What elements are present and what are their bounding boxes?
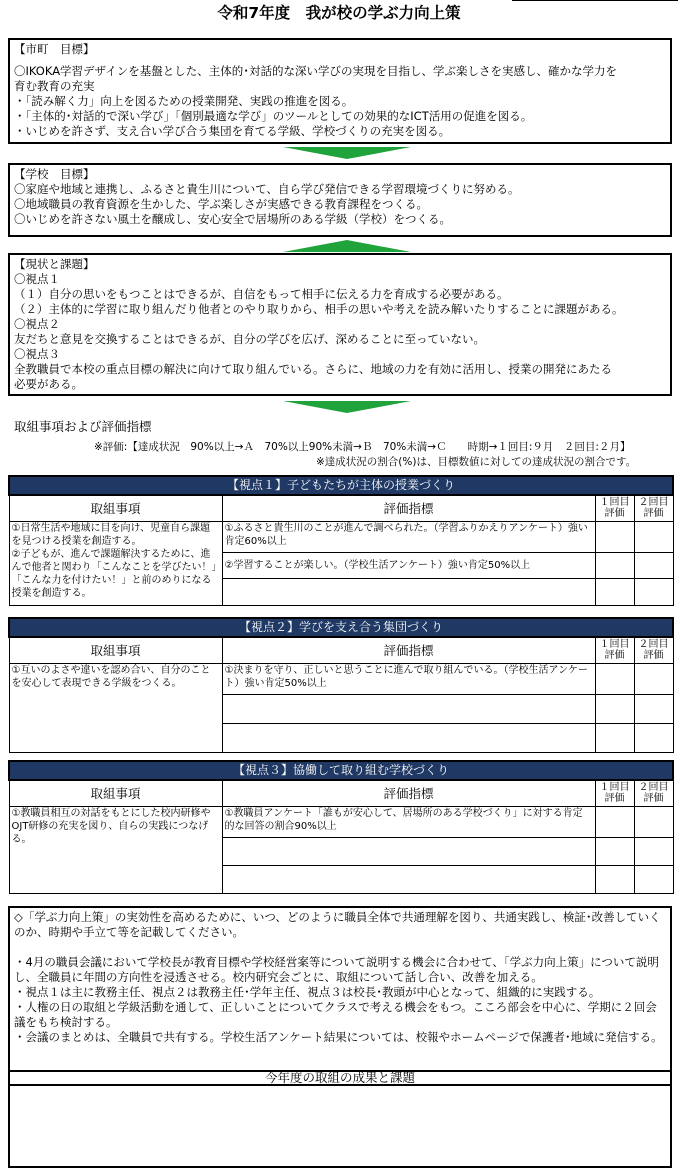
issues-line: 必要がある。 bbox=[14, 377, 83, 391]
eval1-cell[interactable] bbox=[595, 552, 634, 578]
indicator-cell bbox=[222, 723, 595, 752]
indicator-cell: ①教職員アンケート「誰もが安心して、居場所のある学校づくり」に対する肯定的な回答の割合90%以上 bbox=[222, 806, 595, 837]
eval1-cell[interactable] bbox=[595, 865, 634, 893]
current-issues-box bbox=[8, 253, 672, 396]
viewpoint-1-table bbox=[8, 475, 674, 606]
viewpoint-3-efforts: ①教職員相互の対話をもとにした校内研修やOJT研修の充実を図り、自らの実践につなげる。 bbox=[9, 806, 222, 893]
eval1-cell[interactable] bbox=[595, 521, 634, 552]
indicator-cell: ②学習することが楽しい。（学校生活アンケート）強い肯定50%以上 bbox=[222, 552, 595, 578]
viewpoint-1-efforts: ①日常生活や地域に目を向け、児童自ら課題を見つける授業を創造する。 ②子どもが、進んで課題解決するために、進んで他者と関わり「こんなことを学びたい！」「こんな力を付けたい！」と前のめりになる授業を創造する。 bbox=[9, 521, 222, 605]
issues-line: 〇視点３ bbox=[14, 347, 60, 361]
eval2-cell[interactable] bbox=[634, 521, 673, 552]
issues-line: （１）自分の思いをもつことはできるが、自信をもって相手に伝える力を育成する必要がある。 bbox=[14, 287, 509, 301]
eval1-cell[interactable] bbox=[595, 806, 634, 837]
issues-line: 〇視点１ bbox=[14, 272, 60, 286]
indicator-cell bbox=[222, 694, 595, 723]
eval2-cell[interactable] bbox=[634, 552, 673, 578]
viewpoint-3-title: 【視点３】協働して取り組む学校づくり bbox=[9, 761, 673, 780]
viewpoint-2-efforts: ①互いのよさや違いを認め合い、自分のことを安心して表現できる学級をつくる。 bbox=[9, 663, 222, 752]
down-arrow-icon bbox=[283, 147, 411, 159]
col-indicators-header: 評価指標 bbox=[222, 637, 595, 663]
eval1-cell[interactable] bbox=[595, 694, 634, 723]
viewpoint-3-table bbox=[8, 760, 674, 894]
indicator-cell bbox=[222, 865, 595, 893]
col-eval2-header: ２回目 評価 bbox=[634, 637, 673, 663]
results-input-area[interactable] bbox=[10, 1086, 670, 1166]
col-eval2-header: ２回目 評価 bbox=[634, 780, 673, 806]
implementation-item: ・4月の職員会議において学校長が教育目標や学校経営案等について説明する機会に合わせて、「学ぶ力向上策」について説明し、全職員に年間の方向性を浸透させる。校内研究会ごとに、取組について話し合い、改善を加える。 bbox=[14, 955, 659, 984]
school-goals-line: 〇いじめを許さない風土を醸成し、安心安全で居場所のある学級（学校）をつくる。 bbox=[14, 212, 451, 226]
eval1-cell[interactable] bbox=[595, 663, 634, 694]
eval2-cell[interactable] bbox=[634, 578, 673, 605]
school-goals-line: 〇家庭や地域と連携し、ふるさと貴生川について、自ら学び発信できる学習環境づくりに努める。 bbox=[14, 182, 520, 196]
achievement-note: ※達成状況の割合(%)は、目標数値に対しての達成状況の割合です。 bbox=[316, 456, 637, 468]
indicator-cell bbox=[222, 837, 595, 865]
implementation-item: ・会議のまとめは、全職員で共有する。学校生活アンケート結果については、校報やホームページで保護者･地域に発信する。 bbox=[14, 1030, 663, 1044]
issues-line: 全教職員で本校の重点目標の解決に向けて取り組んでいる。さらに、地域の力を有効に活用し、授業の開発にあたる bbox=[14, 362, 612, 376]
col-eval2-header: ２回目 評価 bbox=[634, 495, 673, 521]
school-goals-heading: 【学校 目標】 bbox=[14, 167, 95, 181]
implementation-intro: ◇「学ぶ力向上策」の実効性を高めるために、いつ、どのように職員全体で共通理解を図り、共通実践し、検証･改善していくのか、時期や手立て等を記載してください。 bbox=[14, 910, 661, 939]
eval2-cell[interactable] bbox=[634, 806, 673, 837]
col-efforts-header: 取組事項 bbox=[9, 780, 222, 806]
eval2-cell[interactable] bbox=[634, 694, 673, 723]
col-eval1-header: １回目 評価 bbox=[595, 637, 634, 663]
title-underline-rule bbox=[512, 0, 678, 1]
city-goals-line: ・「主体的･対話的で深い学び」「個別最適な学び」のツールとしての効果的なICT活用の促進を図る。 bbox=[14, 109, 533, 123]
city-goals-box bbox=[8, 38, 672, 144]
school-goals-box bbox=[8, 163, 672, 237]
indicator-cell bbox=[222, 578, 595, 605]
eval2-cell[interactable] bbox=[634, 837, 673, 865]
indicator-cell: ①決まりを守り、正しいと思うことに進んで取り組んでいる。（学校生活アンケート）強い肯定50%以上 bbox=[222, 663, 595, 694]
viewpoint-2-title: 【視点２】学びを支え合う集団づくり bbox=[9, 618, 673, 637]
evaluation-note: ※評価:【達成状況 90%以上→Ａ 70%以上90%未満→Ｂ 70%未満→Ｃ 時期→１回目:９月 ２回目:２月】 bbox=[94, 441, 631, 453]
implementation-item: ・人権の日の取組と学級活動を通して、正しいことについてクラスで考える機会をもつ。こころ部会を中心に、学期に２回会議をもち検討する。 bbox=[14, 1000, 657, 1029]
col-indicators-header: 評価指標 bbox=[222, 780, 595, 806]
down-arrow-icon bbox=[283, 401, 411, 413]
efforts-heading: 取組事項および評価指標 bbox=[14, 419, 152, 434]
eval1-cell[interactable] bbox=[595, 723, 634, 752]
viewpoint-1-title: 【視点１】子どもたちが主体の授業づくり bbox=[9, 476, 673, 495]
issues-line: 友だちと意見を交換することはできるが、自分の学びを広げ、深めることに至っていない。 bbox=[14, 332, 486, 346]
eval1-cell[interactable] bbox=[595, 837, 634, 865]
indicator-cell: ①ふるさと貴生川のことが進んで調べられた。（学習ふりかえりアンケート）強い肯定60%以上 bbox=[222, 521, 595, 552]
issues-line: 〇視点２ bbox=[14, 317, 60, 331]
page-title: 令和7年度 我が校の学ぶ力向上策 bbox=[217, 4, 461, 22]
issues-line: （２）主体的に学習に取り組んだり他者とのやり取りから、相手の思いや考えを読み解いたりすることに課題がある。 bbox=[14, 302, 624, 316]
eval1-cell[interactable] bbox=[595, 578, 634, 605]
up-arrow-icon bbox=[283, 240, 411, 252]
city-goals-line: 〇IKOKA学習デザインを基盤とした、主体的･対話的な深い学びの実現を目指し、学ぶ楽しさを実感し、確かな学力を bbox=[14, 64, 618, 78]
city-goals-line: 育む教育の充実 bbox=[14, 79, 95, 93]
city-goals-heading: 【市町 目標】 bbox=[14, 42, 95, 56]
implementation-item: ・視点１は主に教務主任、視点２は教務主任･学年主任、視点３は校長･教頭が中心となって、組織的に実践する。 bbox=[14, 985, 601, 999]
city-goals-line: ・「読み解く力」向上を図るための授業開発、実践の推進を図る。 bbox=[14, 94, 354, 108]
col-indicators-header: 評価指標 bbox=[222, 495, 595, 521]
col-efforts-header: 取組事項 bbox=[9, 495, 222, 521]
results-heading: 今年度の取組の成果と課題 bbox=[264, 1070, 415, 1085]
col-efforts-header: 取組事項 bbox=[9, 637, 222, 663]
col-eval1-header: １回目 評価 bbox=[595, 495, 634, 521]
eval2-cell[interactable] bbox=[634, 865, 673, 893]
city-goals-line: ・いじめを許さず、支え合い学び合う集団を育てる学級、学校づくりの充実を図る。 bbox=[14, 124, 451, 138]
school-goals-line: 〇地域職員の教育資源を生かした、学ぶ楽しさが実感できる教育課程をつくる。 bbox=[14, 197, 428, 211]
issues-heading: 【現状と課題】 bbox=[14, 257, 95, 271]
eval2-cell[interactable] bbox=[634, 723, 673, 752]
results-heading-row bbox=[8, 1070, 672, 1086]
col-eval1-header: １回目 評価 bbox=[595, 780, 634, 806]
eval2-cell[interactable] bbox=[634, 663, 673, 694]
viewpoint-2-table bbox=[8, 617, 674, 753]
